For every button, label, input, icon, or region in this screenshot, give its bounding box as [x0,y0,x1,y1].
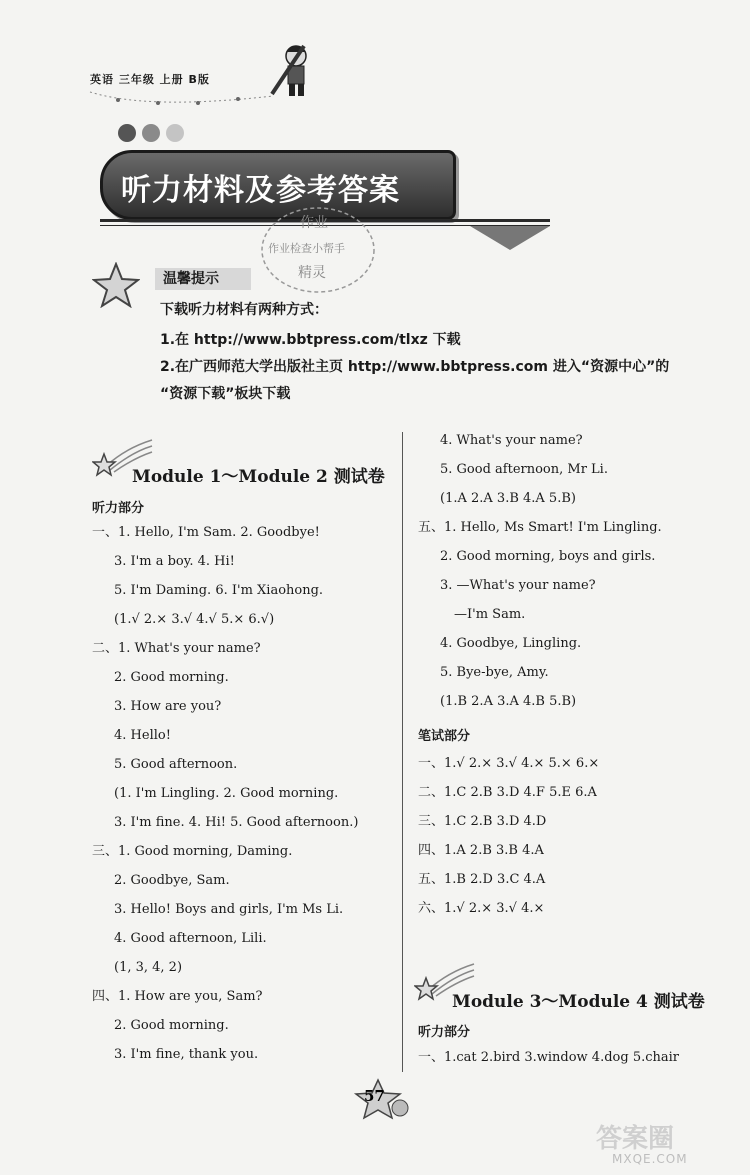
answer-line: 三、1.C 2.B 3.D 4.D [418,814,547,829]
watermark-url: MXQE.COM [612,1152,688,1166]
section-heading: 笔试部分 [418,729,471,744]
answer-line: 5. Bye-bye, Amy. [440,665,549,680]
answer-line: 4. Goodbye, Lingling. [440,636,582,651]
dot-icon [142,124,160,142]
answer-line: 3. Hello! Boys and girls, I'm Ms Li. [114,902,344,917]
answer-line: 六、1.√ 2.× 3.√ 4.× [418,901,545,916]
answer-line: 5. I'm Daming. 6. I'm Xiaohong. [114,583,324,598]
watermark-logo: 答案圈 [596,1124,675,1154]
section-heading: 听力部分 [92,501,145,516]
tip-line: “资源下载”板块下载 [160,386,291,402]
answer-line: 一、1. Hello, I'm Sam. 2. Goodbye! [92,525,320,540]
answer-line: 四、1.A 2.B 3.B 4.A [418,843,544,858]
answer-line: 五、1.B 2.D 3.C 4.A [418,872,546,887]
triangle-decoration [470,226,550,250]
page-title: 听力材料及参考答案 [121,173,400,208]
answer-line: (1.A 2.A 3.B 4.A 5.B) [440,491,576,506]
answer-line: 二、1. What's your name? [92,641,261,656]
sparkle-trail-icon [88,88,278,110]
section-heading: 听力部分 [418,1025,471,1040]
subject-label: 英语 三年级 上册 B版 [90,73,210,86]
answer-line: 5. Good afternoon. [114,757,238,772]
column-divider [402,432,403,1072]
answer-line: 3. I'm fine. 4. Hi! 5. Good afternoon.) [114,815,359,830]
answer-line: 3. I'm fine, thank you. [114,1047,259,1062]
tip-line: 1.在 http://www.bbtpress.com/tlxz 下载 [160,332,461,348]
answer-line: 3. I'm a boy. 4. Hi! [114,554,235,569]
answer-line: 2. Good morning, boys and girls. [440,549,656,564]
dot-icon [118,124,136,142]
decorative-dots [118,124,190,146]
answer-line: (1, 3, 4, 2) [114,960,183,975]
answer-line: 二、1.C 2.B 3.D 4.F 5.E 6.A [418,785,597,800]
answer-line: 3. How are you? [114,699,222,714]
answer-line: 4. Hello! [114,728,171,743]
answer-line: 2. Good morning. [114,670,229,685]
answer-line: 2. Goodbye, Sam. [114,873,230,888]
answer-line: 三、1. Good morning, Daming. [92,844,293,859]
answer-line: 4. What's your name? [440,433,583,448]
answer-line: 5. Good afternoon, Mr Li. [440,462,608,477]
answer-line: 4. Good afternoon, Lili. [114,931,267,946]
page-number: 57 [364,1087,385,1105]
stamp-bottom-text: 精灵 [298,265,326,281]
answer-line: (1.B 2.A 3.A 4.B 5.B) [440,694,577,709]
answer-line: 一、1.cat 2.bird 3.window 4.dog 5.chair [418,1050,679,1065]
stamp [258,200,378,295]
stamp-mid-text: 作业检查小帮手 [268,242,345,255]
answer-line: (1. I'm Lingling. 2. Good morning. [114,786,339,801]
tips-label: 温馨提示 [155,268,251,290]
answer-line: 一、1.√ 2.× 3.√ 4.× 5.× 6.× [418,756,600,771]
star-icon [92,262,140,308]
tip-line: 2.在广西师范大学出版社主页 http://www.bbtpress.com 进入“资源中心”的 [160,359,670,375]
answer-line: —I'm Sam. [454,607,526,622]
answer-line: 3. —What's your name? [440,578,596,593]
module-title: Module 1～Module 2 测试卷 [132,467,385,487]
tip-line: 下载听力材料有两种方式： [160,302,328,318]
dot-icon [166,124,184,142]
answer-line: 四、1. How are you, Sam? [92,989,263,1004]
answer-line: (1.√ 2.× 3.√ 4.√ 5.× 6.√) [114,612,275,627]
stamp-top-text: 作业 [300,215,328,231]
answer-line: 五、1. Hello, Ms Smart! I'm Lingling. [418,520,662,535]
module-title: Module 3～Module 4 测试卷 [452,992,705,1012]
answer-line: 2. Good morning. [114,1018,229,1033]
